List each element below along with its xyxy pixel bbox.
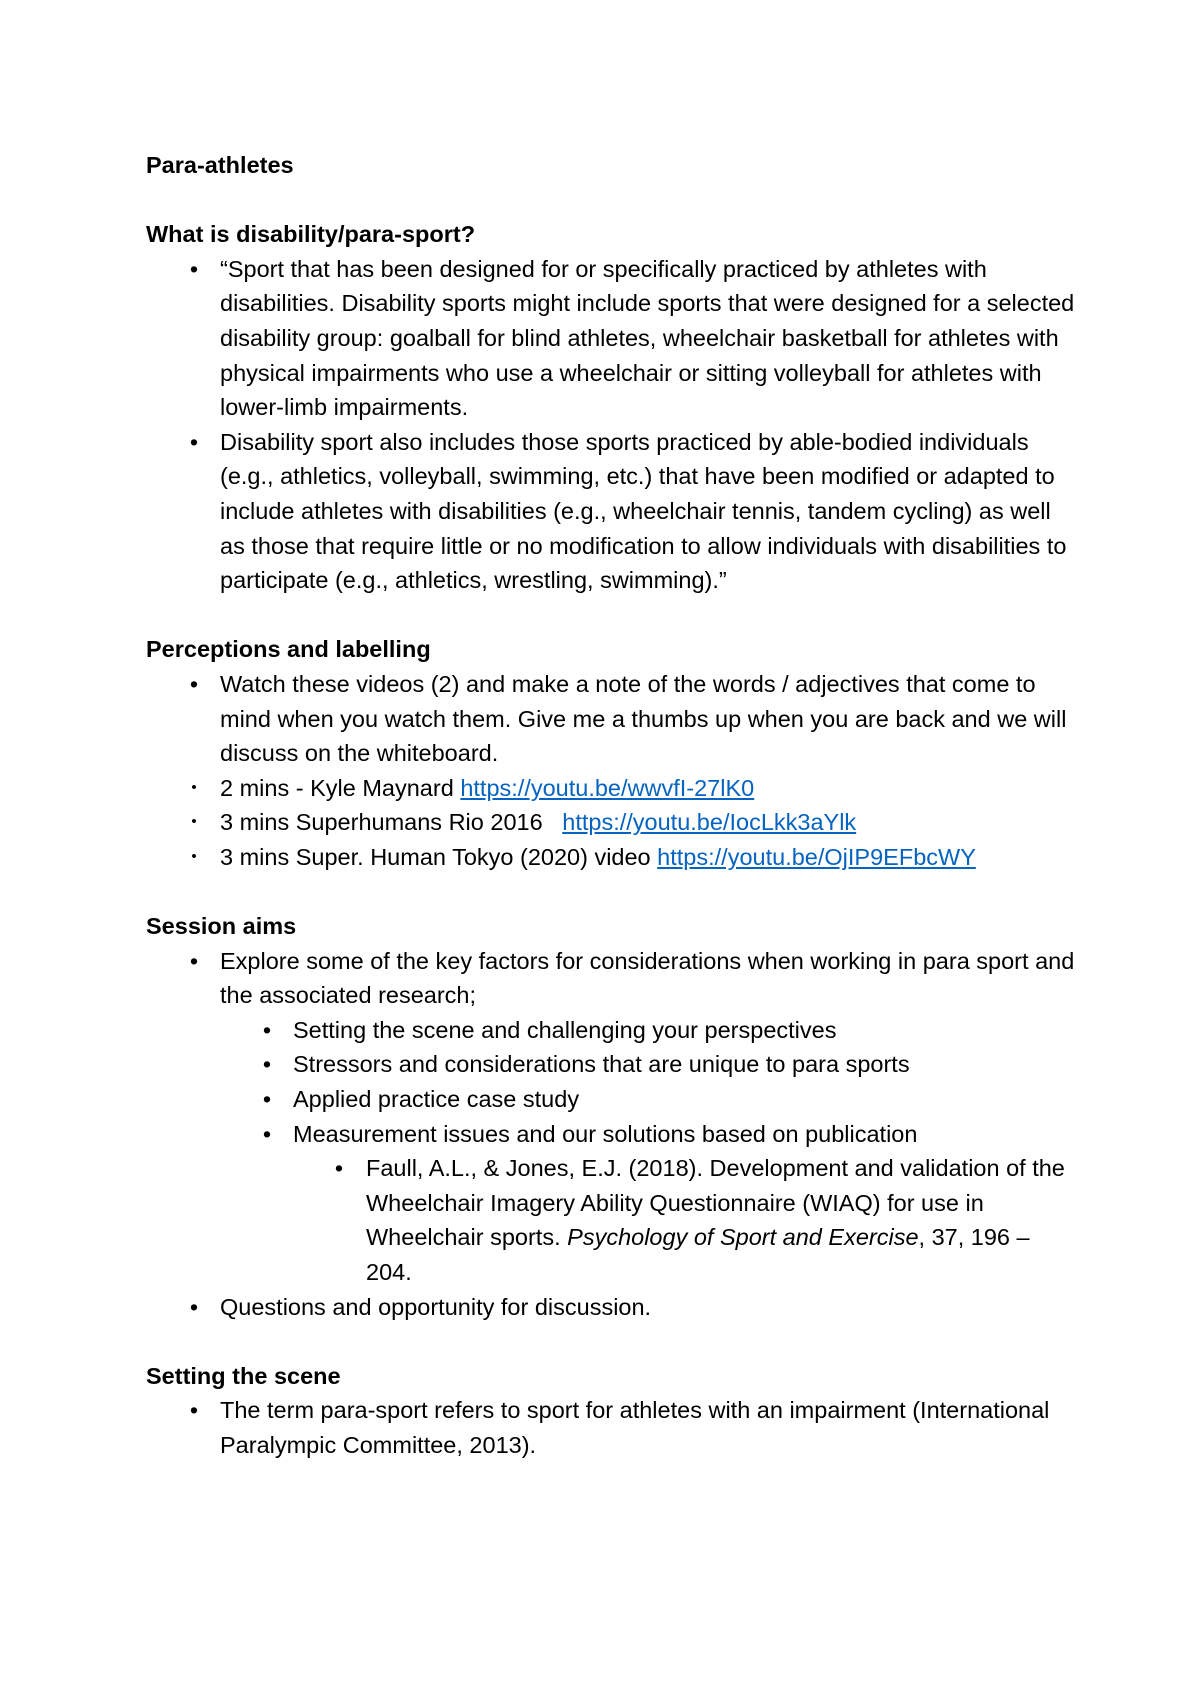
list-item: [146, 1393, 1076, 1462]
sub-list-item: [146, 1013, 1076, 1048]
section-heading-setting-scene: Setting the scene: [146, 1362, 341, 1389]
small-bullet-icon: •: [191, 813, 197, 831]
video-link-kyle-maynard[interactable]: https://youtu.be/wwvfI-27lK0: [460, 774, 755, 801]
bullet-icon: •: [189, 670, 199, 697]
list-item-text: Questions and opportunity for discussion.: [220, 1293, 652, 1320]
list-item: [146, 1290, 1076, 1325]
video-link-superhumans-rio[interactable]: https://youtu.be/IocLkk3aYlk: [562, 809, 857, 836]
list-item-text: The term para-sport refers to sport for athletes with an impairment (International Paralympic Committee, 2013).: [220, 1397, 1050, 1458]
bullet-icon: •: [189, 947, 199, 974]
reference-text: Faull, A.L., & Jones, E.J. (2018). Development and validation of the Wheelchair Imagery Ability Questionnaire (WIAQ) for use in Wheelchair sports.: [366, 1155, 1065, 1251]
bullet-icon: •: [189, 428, 199, 455]
list-item-text: Watch these videos (2) and make a note of the words / adjectives that come to mind when you watch them. Give me a thumbs up when you are back and we will discuss on the whiteboard.: [220, 670, 1067, 767]
small-bullet-icon: •: [191, 778, 197, 796]
page-title: Para-athletes: [146, 152, 294, 178]
bullet-icon: •: [189, 255, 199, 282]
sub-list-item: [146, 1047, 1076, 1082]
spacer: [146, 598, 1076, 633]
bullet-icon: •: [262, 1051, 272, 1078]
list-item-text: Measurement issues and our solutions based on publication: [293, 1120, 918, 1147]
small-bullet-icon: •: [191, 847, 197, 865]
perceptions-list: [146, 667, 1076, 875]
video-label: 3 mins Super. Human Tokyo (2020) video: [220, 843, 658, 870]
bullet-icon: •: [262, 1120, 272, 1147]
video-item: [146, 840, 1076, 875]
bullet-icon: •: [189, 1293, 199, 1320]
section-heading-perceptions: Perceptions and labelling: [146, 636, 431, 663]
reference-journal: Psychology of Sport and Exercise: [567, 1224, 919, 1251]
setting-scene-list: [146, 1393, 1076, 1462]
document-body: [146, 148, 1076, 1463]
list-item: [146, 425, 1076, 598]
list-item: [146, 944, 1076, 1013]
list-item-text: Explore some of the key factors for considerations when working in para sport and the associated research;: [220, 947, 1075, 1009]
session-aims-list: [146, 944, 1076, 1325]
video-link-super-human-tokyo[interactable]: https://youtu.be/OjIP9EFbcWY: [657, 843, 976, 870]
reference-tail: , 37, 196 – 204.: [366, 1224, 1030, 1285]
sub-list-item: [146, 1082, 1076, 1117]
list-item-text: Setting the scene and challenging your perspectives: [293, 1016, 837, 1043]
video-label: 3 mins Superhumans Rio 2016: [220, 809, 563, 836]
list-item-text: Stressors and considerations that are unique to para sports: [293, 1051, 910, 1078]
bullet-icon: •: [189, 1397, 199, 1424]
spacer: [146, 1324, 1076, 1359]
list-item-text: “Sport that has been designed for or specifically practiced by athletes with disabilities. Disability sports might include sports that were designed for a selected disability group: goalball for blind athletes, wheelchair basketball for athletes with physical impairments who use a wheelchair or sitting volleyball for athletes with lower-limb impairments.: [220, 255, 1075, 421]
video-item: [146, 805, 1076, 840]
list-item-text: Applied practice case study: [293, 1086, 580, 1113]
section-heading-session-aims: Session aims: [146, 913, 297, 940]
sub-list-item: [146, 1117, 1076, 1152]
video-label: 2 mins - Kyle Maynard: [220, 774, 461, 801]
video-item: [146, 771, 1076, 806]
bullet-icon: •: [262, 1086, 272, 1113]
list-item: [146, 252, 1076, 425]
disability-sport-list: [146, 252, 1076, 598]
list-item: [146, 667, 1076, 771]
list-item-text: Disability sport also includes those sports practiced by able-bodied individuals (e.g., athletics, volleyball, swimming, etc.) that have been modified or adapted to include athletes with disabilities (e.g., wheelchair tennis, tandem cycling) as well as those that require little or no modification to allow individuals with disabilities to participate (e.g., athletics, wrestling, swimming).”: [220, 428, 1067, 594]
spacer: [146, 183, 1076, 218]
bullet-icon: •: [262, 1016, 272, 1043]
spacer: [146, 874, 1076, 909]
bullet-icon: •: [334, 1155, 344, 1182]
reference-item: [146, 1151, 1076, 1289]
section-heading-disability-sport: What is disability/para-sport?: [146, 221, 476, 248]
